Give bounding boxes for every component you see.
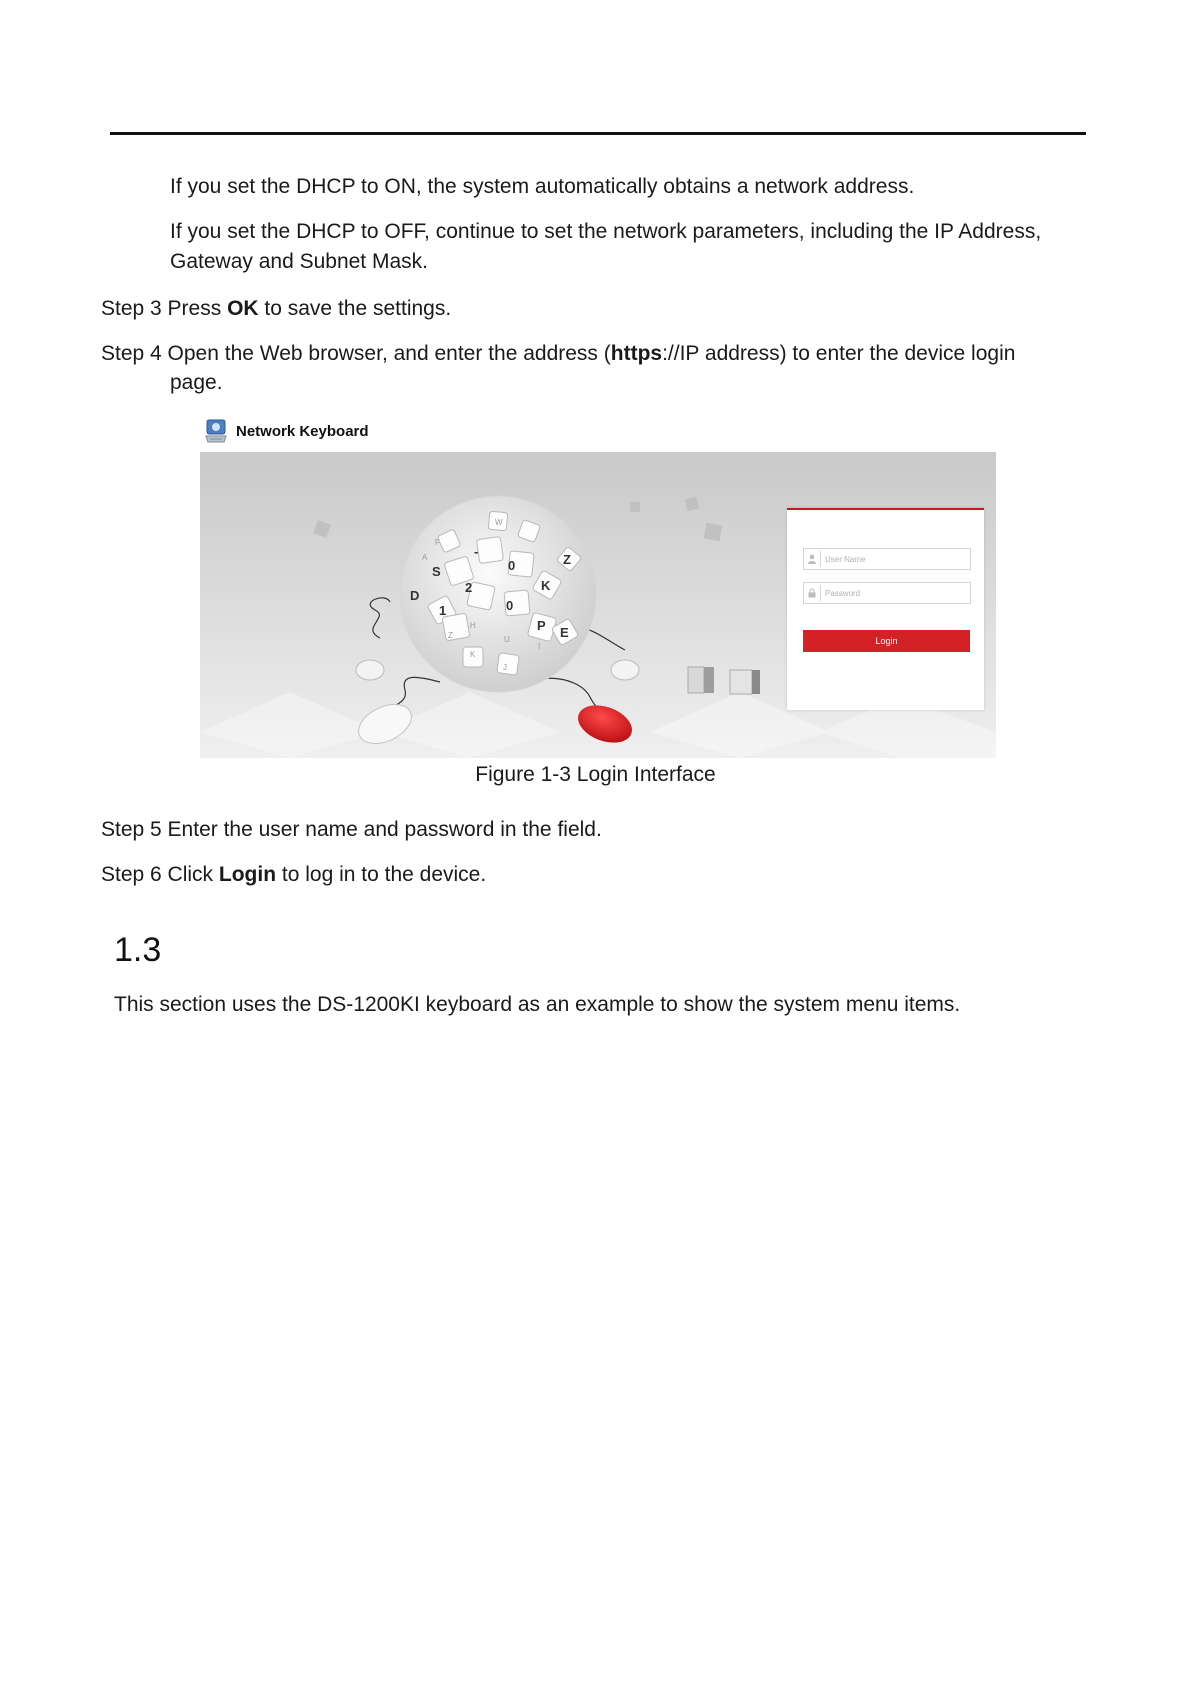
key-z-small: Z bbox=[448, 631, 453, 640]
key-1: 1 bbox=[439, 603, 447, 618]
figure-caption: Figure 1-3 Login Interface bbox=[475, 763, 716, 786]
password-field[interactable] bbox=[803, 582, 971, 604]
key-a: A bbox=[422, 553, 428, 562]
username-field[interactable] bbox=[803, 548, 971, 570]
section-heading: 1.3 bbox=[114, 931, 162, 969]
key-u: U bbox=[504, 635, 510, 644]
paragraph-dhcp-off: If you set the DHCP to OFF, continue to set the network parameters, including the IP Address, bbox=[170, 220, 1042, 243]
key-0b: 0 bbox=[506, 598, 514, 613]
key-w: W bbox=[495, 518, 503, 527]
key-j: J bbox=[503, 663, 507, 672]
key-s: S bbox=[432, 564, 441, 579]
header-rule bbox=[110, 132, 1086, 135]
section-intro: This section uses the DS-1200KI keyboard as an example to show the system menu items. bbox=[114, 993, 961, 1016]
key-dash: - bbox=[474, 544, 479, 559]
figure-app-header bbox=[204, 416, 369, 446]
key-p: P bbox=[537, 618, 546, 633]
step-3: Step 3 Press OK to save the settings. bbox=[101, 297, 452, 320]
key-e: E bbox=[560, 625, 569, 640]
key-k-small: K bbox=[470, 650, 476, 659]
key-k: K bbox=[541, 578, 551, 593]
network-keyboard-icon bbox=[204, 418, 228, 444]
login-button[interactable]: Login bbox=[803, 630, 970, 652]
paragraph-dhcp-off-cont: Gateway and Subnet Mask. bbox=[170, 250, 428, 273]
step-4: Step 4 Open the Web browser, and enter the address (https://IP address) to enter the device login bbox=[101, 342, 1016, 365]
paragraph-dhcp-on: If you set the DHCP to ON, the system automatically obtains a network address. bbox=[170, 175, 915, 198]
user-icon bbox=[804, 551, 821, 567]
lock-icon bbox=[804, 585, 821, 601]
step-6: Step 6 Click Login to log in to the device. bbox=[101, 863, 487, 886]
key-h: H bbox=[470, 621, 476, 630]
step-5: Step 5 Enter the user name and password in the field. bbox=[101, 818, 602, 841]
login-panel bbox=[787, 508, 984, 710]
key-2: 2 bbox=[465, 580, 473, 595]
username-placeholder: User Name bbox=[825, 554, 866, 564]
key-z: Z bbox=[563, 552, 571, 567]
key-f: F bbox=[435, 538, 440, 547]
step-4-cont: page. bbox=[170, 371, 223, 394]
key-i: I bbox=[538, 642, 541, 651]
password-placeholder: Password bbox=[825, 588, 861, 598]
key-0: 0 bbox=[508, 558, 516, 573]
app-title: Network Keyboard bbox=[236, 422, 369, 440]
key-d: D bbox=[410, 588, 420, 603]
